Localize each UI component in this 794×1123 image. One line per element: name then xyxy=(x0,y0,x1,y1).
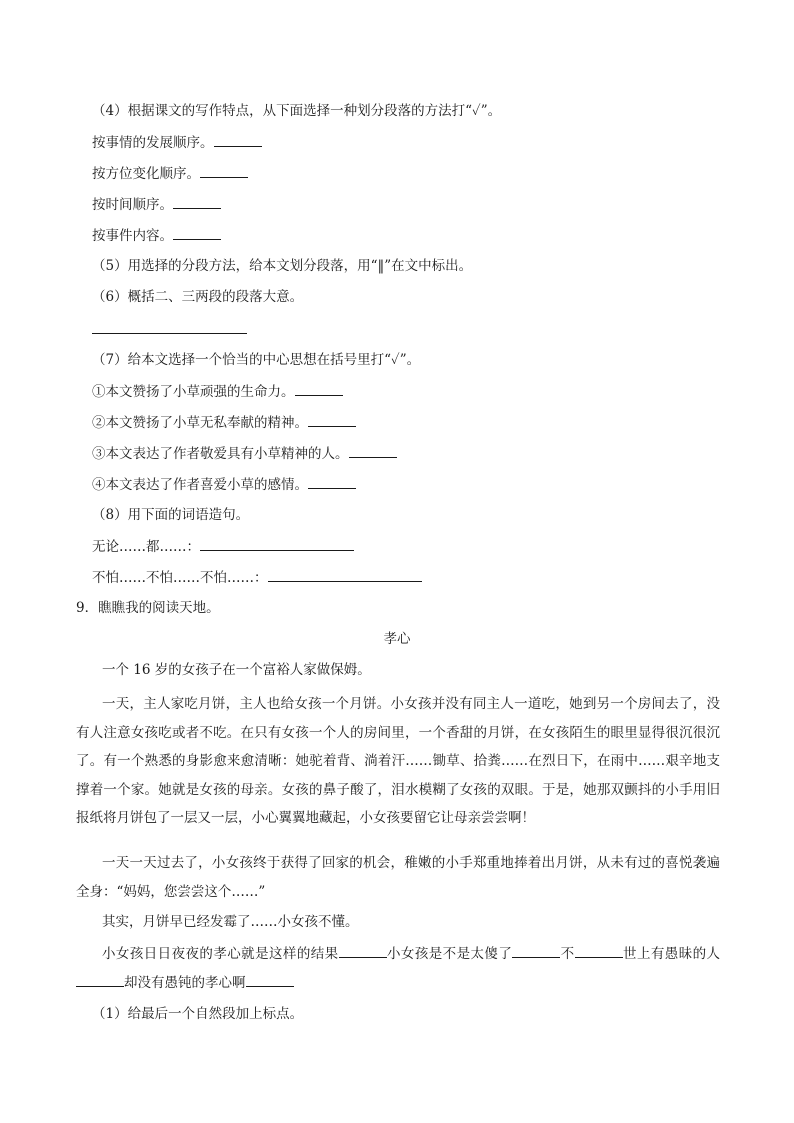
q4-option-4: 按事件内容。 xyxy=(92,226,221,245)
passage-paragraph-2: 一天，主人家吃月饼，主人也给女孩一个月饼。小女孩并没有同主人一道吃，她到另一个房间去了，没有人注意女孩吃或者不吃。在只有女孩一个人的房间里，一个香甜的月饼，在女孩陌生的眼里显得很沉很沉了。有一个熟悉的身影愈来愈清晰：她驼着背、淌着汗……锄草、拾粪……在烈日下，在雨中……艰辛地支撑着一个家。她就是女孩的母亲。女孩的鼻子酸了，泪水模糊了女孩的双眼。于是，她那双颤抖的小手用旧报纸将月饼包了一层又一层，小心翼翼地藏起，小女孩要留它让母亲尝尝啊！ xyxy=(76,696,720,826)
q4-prompt: （4）根据课文的写作特点，从下面选择一种划分段落的方法打“✓”。 xyxy=(92,103,502,119)
answer-blank[interactable] xyxy=(200,164,248,178)
answer-blank[interactable] xyxy=(308,413,356,427)
answer-blank[interactable] xyxy=(173,226,221,240)
q7-option-2: ②本文赞扬了小草无私奉献的精神。 xyxy=(92,413,356,432)
q7-option-3: ③本文表达了作者敬爱具有小草精神的人。 xyxy=(92,444,397,463)
q7-option-4: ④本文表达了作者喜爱小草的感情。 xyxy=(92,475,356,494)
punctuation-blank[interactable] xyxy=(339,944,387,958)
answer-blank[interactable] xyxy=(214,133,262,147)
q5-prompt: （5）用选择的分段方法，给本文划分段落，用“‖”在文中标出。 xyxy=(92,258,473,274)
answer-blank[interactable] xyxy=(349,444,397,458)
passage-paragraph-3: 一天一天过去了，小女孩终于获得了回家的机会，稚嫩的小手郑重地捧着出月饼，从未有过的喜悦袭遍全身：“妈妈，您尝尝这个……” xyxy=(76,855,720,900)
answer-blank[interactable] xyxy=(295,382,343,396)
q4-option-1: 按事情的发展顺序。 xyxy=(92,133,262,152)
q7-option-1: ①本文赞扬了小草顽强的生命力。 xyxy=(92,382,343,401)
sentence-blank[interactable] xyxy=(268,568,422,582)
q7-prompt: （7）给本文选择一个恰当的中心思想在括号里打“✓”。 xyxy=(92,352,421,368)
q4-option-2: 按方位变化顺序。 xyxy=(92,164,248,183)
answer-blank[interactable] xyxy=(173,195,221,209)
answer-blank[interactable] xyxy=(308,475,356,489)
passage-title: 孝心 xyxy=(383,631,411,647)
passage-paragraph-5: 小女孩日日夜夜的孝心就是这样的结果 小女孩是不是太傻了 不 世上有愚昧的人却没有愚钝的孝心啊 xyxy=(76,940,720,997)
q6-prompt: （6）概括二、三两段的段落大意。 xyxy=(92,289,304,305)
q8-prompt: （8）用下面的词语造句。 xyxy=(92,507,250,523)
q6-answer-line[interactable] xyxy=(92,333,247,334)
punctuation-blank[interactable] xyxy=(575,944,623,958)
passage-paragraph-4: 其实，月饼早已经发霉了……小女孩不懂。 xyxy=(102,914,359,930)
punctuation-blank[interactable] xyxy=(246,973,294,987)
passage-paragraph-1: 一个 16 岁的女孩子在一个富裕人家做保姆。 xyxy=(102,662,371,678)
q8-item-2: 不怕……不怕……不怕……： xyxy=(92,568,422,587)
q9-heading: 9．瞧瞧我的阅读天地。 xyxy=(76,600,220,616)
punctuation-blank[interactable] xyxy=(76,973,124,987)
q8-item-1: 无论……都……： xyxy=(92,537,354,556)
punctuation-blank[interactable] xyxy=(512,944,560,958)
q4-option-3: 按时间顺序。 xyxy=(92,195,221,214)
sentence-blank[interactable] xyxy=(200,537,354,551)
q9-sub-question-1: （1）给最后一个自然段加上标点。 xyxy=(92,1006,304,1022)
